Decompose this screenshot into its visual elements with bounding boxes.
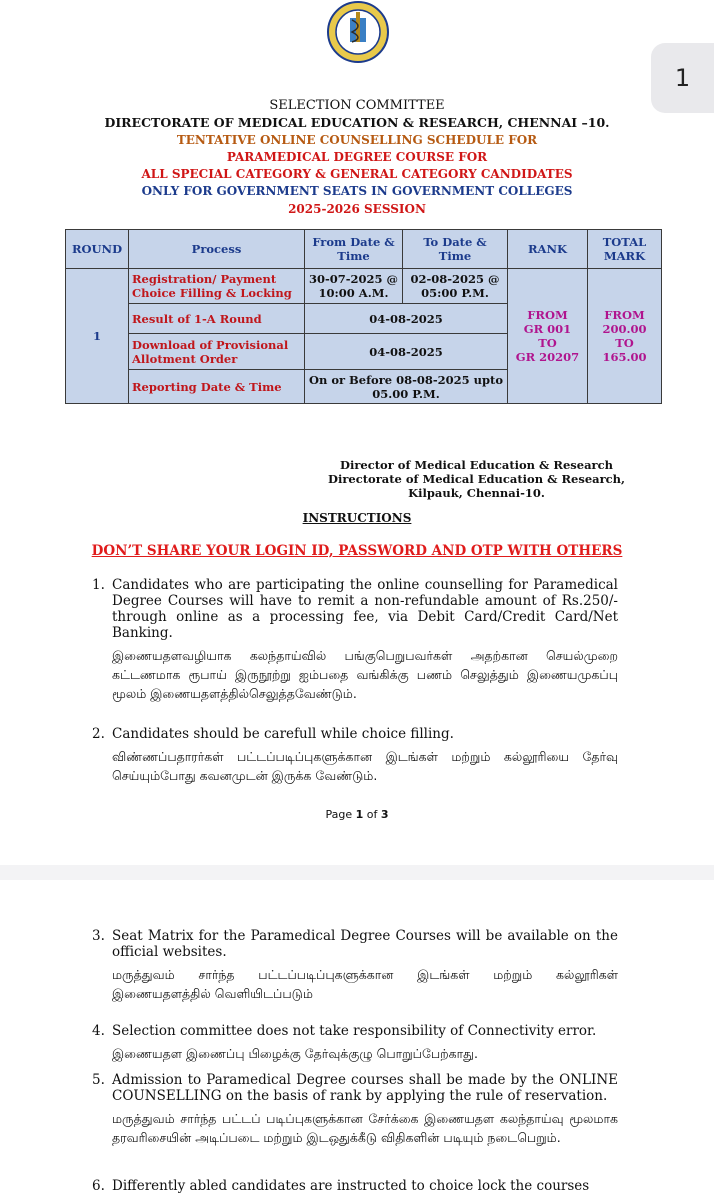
footer-current-page: 1 (355, 808, 364, 821)
rank-range (508, 269, 588, 404)
to-cell: 02-08-2025 @ 05:00 P.M. (403, 269, 508, 304)
mark-to-value: 165.00 (602, 350, 647, 364)
item-text-en: Admission to Paramedical Degree courses shall be made by the ONLINE COUNSELLING on the basis of rank by applying the rule of reservation. (112, 1072, 618, 1104)
document-page-2 (0, 880, 714, 1200)
round-number: 1 (66, 269, 129, 404)
signature-block (328, 458, 625, 500)
list-item (92, 577, 618, 703)
rank-from-label: FROM (527, 308, 568, 322)
item-number: 4. (92, 1023, 105, 1039)
item-text-ta: விண்ணப்பதாரர்கள் பட்டப்படிப்புகளுக்கான இடங்கள் மற்றும் கல்லூரியை தேர்வு செய்யும்போது கவனமுடன் இருக்க வேண்டும். (112, 749, 618, 783)
header-session: 2025-2026 SESSION (288, 202, 426, 216)
process-cell: Download of Provisional Allotment Order (129, 334, 305, 370)
item-text-en: Candidates who are participating the online counselling for Paramedical Degree Courses will have to remit a non-refundable amount of Rs.250/- through online as a processing fee, via Debit Card/Credit Card/Net Banking. (112, 577, 618, 641)
item-text-en: Candidates should be carefull while choice filling. (112, 726, 454, 742)
list-item (92, 1072, 618, 1147)
warning-banner: DON’T SHARE YOUR LOGIN ID, PASSWORD AND OTP WITH OTHERS (91, 543, 623, 559)
item-text-ta: இணையதள இணைப்பு பிழைக்கு தேர்வுக்குழு பொறுப்பேற்காது. (112, 1046, 478, 1061)
process-cell: Reporting Date & Time (129, 370, 305, 404)
header-to: To Date & Time (403, 230, 508, 269)
header-seats: ONLY FOR GOVERNMENT SEATS IN GOVERNMENT COLLEGES (141, 184, 573, 198)
header-total-mark: TOTAL MARK (588, 230, 662, 269)
list-item (92, 928, 618, 1003)
item-number: 2. (92, 726, 105, 742)
header-rank: RANK (508, 230, 588, 269)
item-number: 6. (92, 1178, 105, 1194)
table-header-row (66, 230, 662, 269)
item-text-en: Differently abled candidates are instructed to choice lock the courses (112, 1178, 590, 1194)
from-cell: 30-07-2025 @ 10:00 A.M. (305, 269, 403, 304)
list-item (92, 1023, 618, 1063)
item-number: 3. (92, 928, 105, 944)
date-cell: 04-08-2025 (305, 334, 508, 370)
list-item (92, 1178, 618, 1194)
header-from: From Date & Time (305, 230, 403, 269)
rank-from-value: GR 001 (523, 322, 572, 336)
counselling-schedule-table (65, 229, 662, 404)
mark-from-label: FROM (604, 308, 645, 322)
process-cell: Result of 1-A Round (129, 304, 305, 334)
total-mark-range (588, 269, 662, 404)
rank-to-value: GR 20207 (515, 350, 580, 364)
signature-line: Director of Medical Education & Research (340, 458, 613, 472)
signature-line: Directorate of Medical Education & Research, (328, 472, 626, 486)
item-number: 5. (92, 1072, 105, 1088)
header-round: ROUND (66, 230, 129, 269)
item-text-ta: இணையதளவழியாக கலந்தாய்வில் பங்குபெறுபவர்கள் அதற்கான செயல்முறை கட்டணமாக ரூபாய் இருநூற்று ஐம்பதை வங்கிக்கு பணம் செலுத்தும் இணையமுகப்பு மூலம் இணையதளத்தில்செலுத்தவேண்டும். (112, 648, 618, 701)
page-footer (0, 808, 714, 821)
rank-to-label: TO (538, 336, 557, 350)
header-category: ALL SPECIAL CATEGORY & GENERAL CATEGORY CANDIDATES (141, 167, 573, 181)
process-cell: Registration/ Payment Choice Filling & Locking (129, 269, 305, 304)
header-directorate: DIRECTORATE OF MEDICAL EDUCATION & RESEARCH, CHENNAI –10. (104, 115, 610, 130)
item-number: 1. (92, 577, 105, 593)
page-number-indicator: 1 (651, 43, 714, 113)
emblem-seal-icon (316, 0, 400, 66)
footer-prefix: Page (325, 808, 356, 821)
footer-total-pages: 3 (380, 808, 389, 821)
item-text-en: Selection committee does not take responsibility of Connectivity error. (112, 1023, 597, 1039)
date-cell: 04-08-2025 (305, 304, 508, 334)
header-schedule: TENTATIVE ONLINE COUNSELLING SCHEDULE FOR (176, 133, 538, 147)
date-cell: On or Before 08-08-2025 upto 05.00 P.M. (305, 370, 508, 404)
footer-of: of (363, 808, 381, 821)
item-text-en: Seat Matrix for the Paramedical Degree Courses will be available on the official websites. (112, 928, 618, 960)
list-item (92, 726, 618, 785)
instructions-title: INSTRUCTIONS (302, 511, 412, 525)
mark-from-value: 200.00 (602, 322, 647, 336)
header-process: Process (129, 230, 305, 269)
header-course: PARAMEDICAL DEGREE COURSE FOR (226, 150, 488, 164)
signature-line: Kilpauk, Chennai-10. (408, 486, 545, 500)
item-text-ta: மருத்துவம் சார்ந்த பட்டப் படிப்புகளுக்கான சேர்க்கை இணையதள கலந்தாய்வு மூலமாக தரவரிசையின் அடிப்படை மற்றும் இடஒதுக்கீடு விதிகளின் படியும் நடைபெறும். (112, 1111, 618, 1145)
mark-to-label: TO (615, 336, 634, 350)
table-row (66, 269, 662, 304)
header-committee: SELECTION COMMITTEE (269, 98, 445, 113)
item-text-ta: மருத்துவம் சார்ந்த பட்டப்படிப்புகளுக்கான இடங்கள் மற்றும் கல்லூரிகள் இணையதளத்தில் வெளியிடப்படும் (112, 967, 618, 1001)
